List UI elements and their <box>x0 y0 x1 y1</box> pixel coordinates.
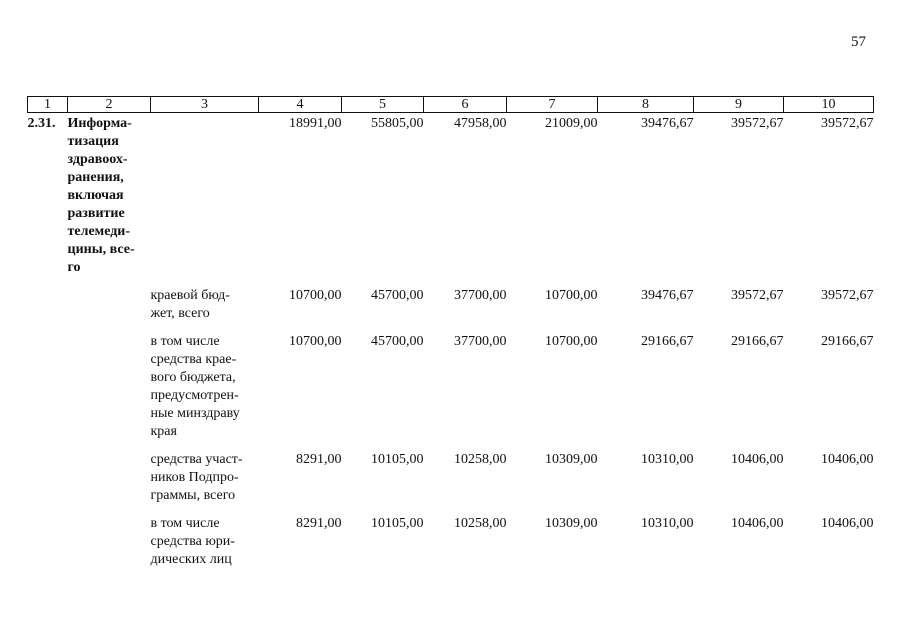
header-cell-8: 8 <box>598 97 694 113</box>
value-cell: 39476,67 <box>641 288 694 303</box>
header-cell-4: 4 <box>259 97 342 113</box>
value-cell: 10406,00 <box>731 516 784 531</box>
value-cell: 10105,00 <box>371 516 424 531</box>
value-cell: 37700,00 <box>454 334 507 349</box>
value-cell: 18991,00 <box>289 116 342 131</box>
value-cell: 8291,00 <box>296 516 342 531</box>
table-row <box>28 287 874 333</box>
value-cell: 45700,00 <box>371 288 424 303</box>
value-cell: 39572,67 <box>821 288 874 303</box>
table-row <box>28 113 874 288</box>
value-cell: 10406,00 <box>821 452 874 467</box>
value-cell: 10700,00 <box>289 288 342 303</box>
value-cell: 39572,67 <box>731 116 784 131</box>
row-code <box>28 287 68 333</box>
header-row <box>28 97 874 113</box>
header-cell-6: 6 <box>424 97 507 113</box>
row-source: в том числе средства юри- дических лиц <box>150 516 235 567</box>
value-cell: 29166,67 <box>731 334 784 349</box>
header-cell-9: 9 <box>694 97 784 113</box>
value-cell: 29166,67 <box>821 334 874 349</box>
value-cell: 10700,00 <box>545 288 598 303</box>
row-source: средства участ- ников Подпро- граммы, всего <box>150 452 243 503</box>
value-cell: 10406,00 <box>821 516 874 531</box>
row-code <box>28 451 68 515</box>
row-name: Информа- тизация здравоох- ранения, включая развитие телемеди- цины, все- го <box>67 116 135 275</box>
value-cell: 10309,00 <box>545 516 598 531</box>
value-cell: 10105,00 <box>371 452 424 467</box>
value-cell: 8291,00 <box>296 452 342 467</box>
value-cell: 47958,00 <box>454 116 507 131</box>
row-source: в том числе средства крае- вого бюджета, предусмотрен- ные минздраву края <box>150 334 240 439</box>
value-cell: 39572,67 <box>731 288 784 303</box>
page-number: 57 <box>851 34 866 50</box>
table-row <box>28 333 874 451</box>
header-cell-10: 10 <box>784 97 874 113</box>
header-cell-5: 5 <box>342 97 424 113</box>
header-cell-3: 3 <box>151 97 259 113</box>
value-cell: 10406,00 <box>731 452 784 467</box>
value-cell: 10309,00 <box>545 452 598 467</box>
value-cell: 55805,00 <box>371 116 424 131</box>
value-cell: 39572,67 <box>821 116 874 131</box>
value-cell: 45700,00 <box>371 334 424 349</box>
header-cell-7: 7 <box>507 97 598 113</box>
value-cell: 10310,00 <box>641 452 694 467</box>
row-source: краевой бюд- жет, всего <box>150 288 230 321</box>
header-cell-2: 2 <box>68 97 151 113</box>
table-row <box>28 451 874 515</box>
value-cell: 10310,00 <box>641 516 694 531</box>
table-row <box>28 515 874 579</box>
value-cell: 37700,00 <box>454 288 507 303</box>
row-code: 2.31. <box>27 116 56 131</box>
header-cell-1: 1 <box>28 97 68 113</box>
value-cell: 21009,00 <box>545 116 598 131</box>
value-cell: 10258,00 <box>454 452 507 467</box>
budget-table <box>27 96 874 579</box>
value-cell: 29166,67 <box>641 334 694 349</box>
value-cell: 10700,00 <box>289 334 342 349</box>
value-cell: 39476,67 <box>641 116 694 131</box>
row-code <box>28 333 68 451</box>
row-code <box>28 515 68 579</box>
value-cell: 10700,00 <box>545 334 598 349</box>
value-cell: 10258,00 <box>454 516 507 531</box>
